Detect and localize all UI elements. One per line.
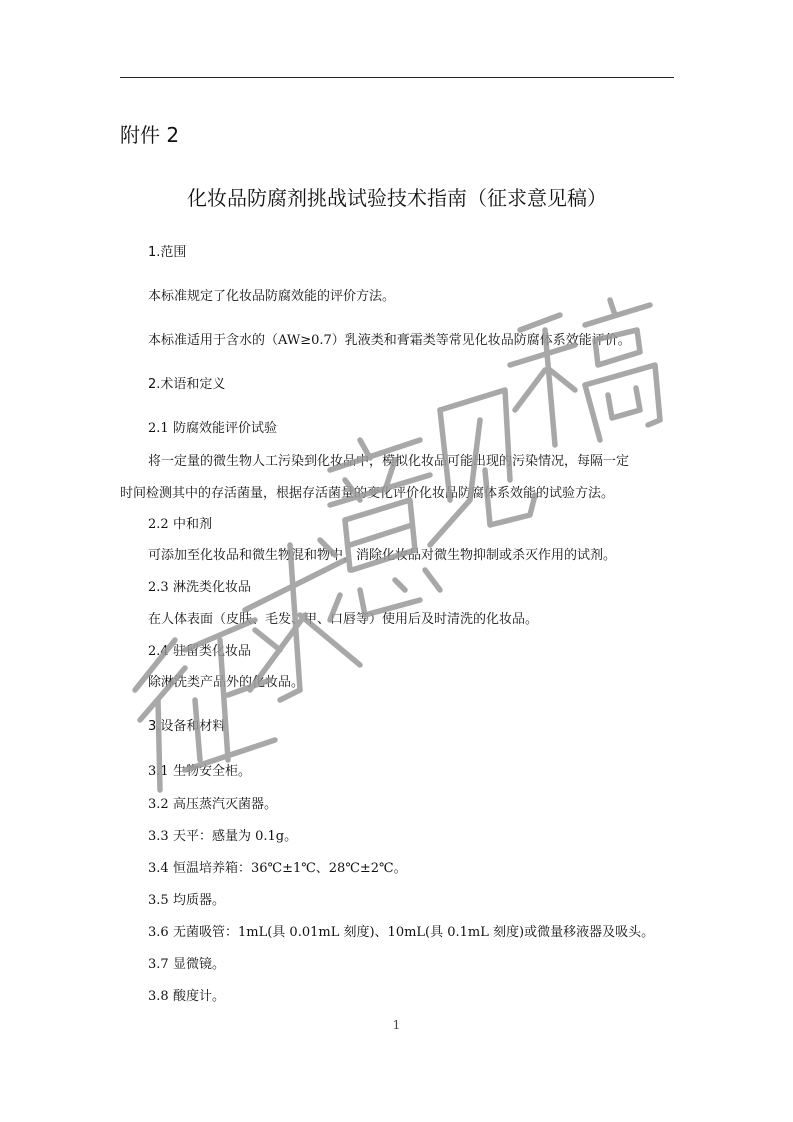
item-number: 3.5	[148, 893, 169, 908]
term-number: 2.4	[148, 644, 169, 659]
item-text: 高压蒸汽灭菌器。	[173, 797, 278, 812]
equipment-item	[148, 987, 225, 1007]
item-number: 3.8	[148, 989, 169, 1004]
term-heading	[148, 419, 277, 439]
item-text: 无菌吸管：1mL(具 0.01mL 刻度)、10mL(具 0.1mL 刻度)或微量移液器及吸头。	[173, 925, 655, 940]
term-title: 淋洗类化妆品	[173, 580, 252, 595]
section-heading-equipment: 3.设备和材料	[148, 719, 226, 734]
item-text: 恒温培养箱：36℃±1℃、28℃±2℃。	[173, 861, 407, 876]
equipment-item	[148, 955, 225, 975]
term-heading	[148, 515, 212, 535]
watermark-glyph	[510, 300, 660, 445]
document-title: 化妆品防腐剂挑战试验技术指南（征求意见稿）	[187, 186, 607, 210]
term-number: 2.2	[148, 517, 169, 532]
term-definition: 将一定量的微生物人工污染到化妆品中，模拟化妆品可能出现的污染情况，每隔一定	[148, 454, 630, 469]
section-heading-scope: 1.范围	[148, 245, 187, 260]
term-definition: 除淋洗类产品外的化妆品。	[148, 675, 305, 690]
item-text: 均质器。	[173, 893, 226, 908]
term-number: 2.3	[148, 580, 169, 595]
equipment-item	[148, 891, 225, 911]
item-number: 3.1	[148, 764, 169, 779]
item-number: 3.2	[148, 797, 169, 812]
attachment-label: 附件 2	[120, 123, 180, 147]
item-text: 酸度计。	[173, 989, 226, 1004]
equipment-item	[148, 762, 251, 782]
item-text: 显微镜。	[173, 957, 226, 972]
section-heading-terms: 2.术语和定义	[148, 377, 226, 392]
header-rule	[120, 77, 674, 78]
term-title: 中和剂	[173, 517, 213, 532]
item-number: 3.6	[148, 925, 169, 940]
equipment-item	[148, 923, 654, 943]
item-text: 天平：感量为 0.1g。	[173, 829, 298, 844]
item-number: 3.3	[148, 829, 169, 844]
item-number: 3.4	[148, 861, 169, 876]
paragraph: 本标准适用于含水的（AW≥0.7）乳液类和膏霜类等常见化妆品防腐体系效能评价。	[148, 333, 631, 348]
term-heading	[148, 642, 251, 662]
equipment-item	[148, 827, 297, 847]
equipment-item	[148, 795, 277, 815]
item-number: 3.7	[148, 957, 169, 972]
item-text: 生物安全柜。	[173, 764, 252, 779]
term-title: 防腐效能评价试验	[173, 421, 278, 436]
term-number: 2.1	[148, 421, 169, 436]
term-definition: 在人体表面（皮肤、毛发、甲、口唇等）使用后及时清洗的化妆品。	[148, 612, 539, 627]
page-number: 1	[392, 1018, 401, 1032]
term-definition: 时间检测其中的存活菌量，根据存活菌量的变化评价化妆品防腐体系效能的试验方法。	[120, 486, 615, 501]
term-title: 驻留类化妆品	[173, 644, 252, 659]
equipment-item	[148, 859, 407, 879]
term-definition: 可添加至化妆品和微生物混和物中，消除化妆品对微生物抑制或杀灭作用的试剂。	[148, 548, 617, 563]
term-heading	[148, 578, 251, 598]
paragraph: 本标准规定了化妆品防腐效能的评价方法。	[148, 289, 396, 304]
